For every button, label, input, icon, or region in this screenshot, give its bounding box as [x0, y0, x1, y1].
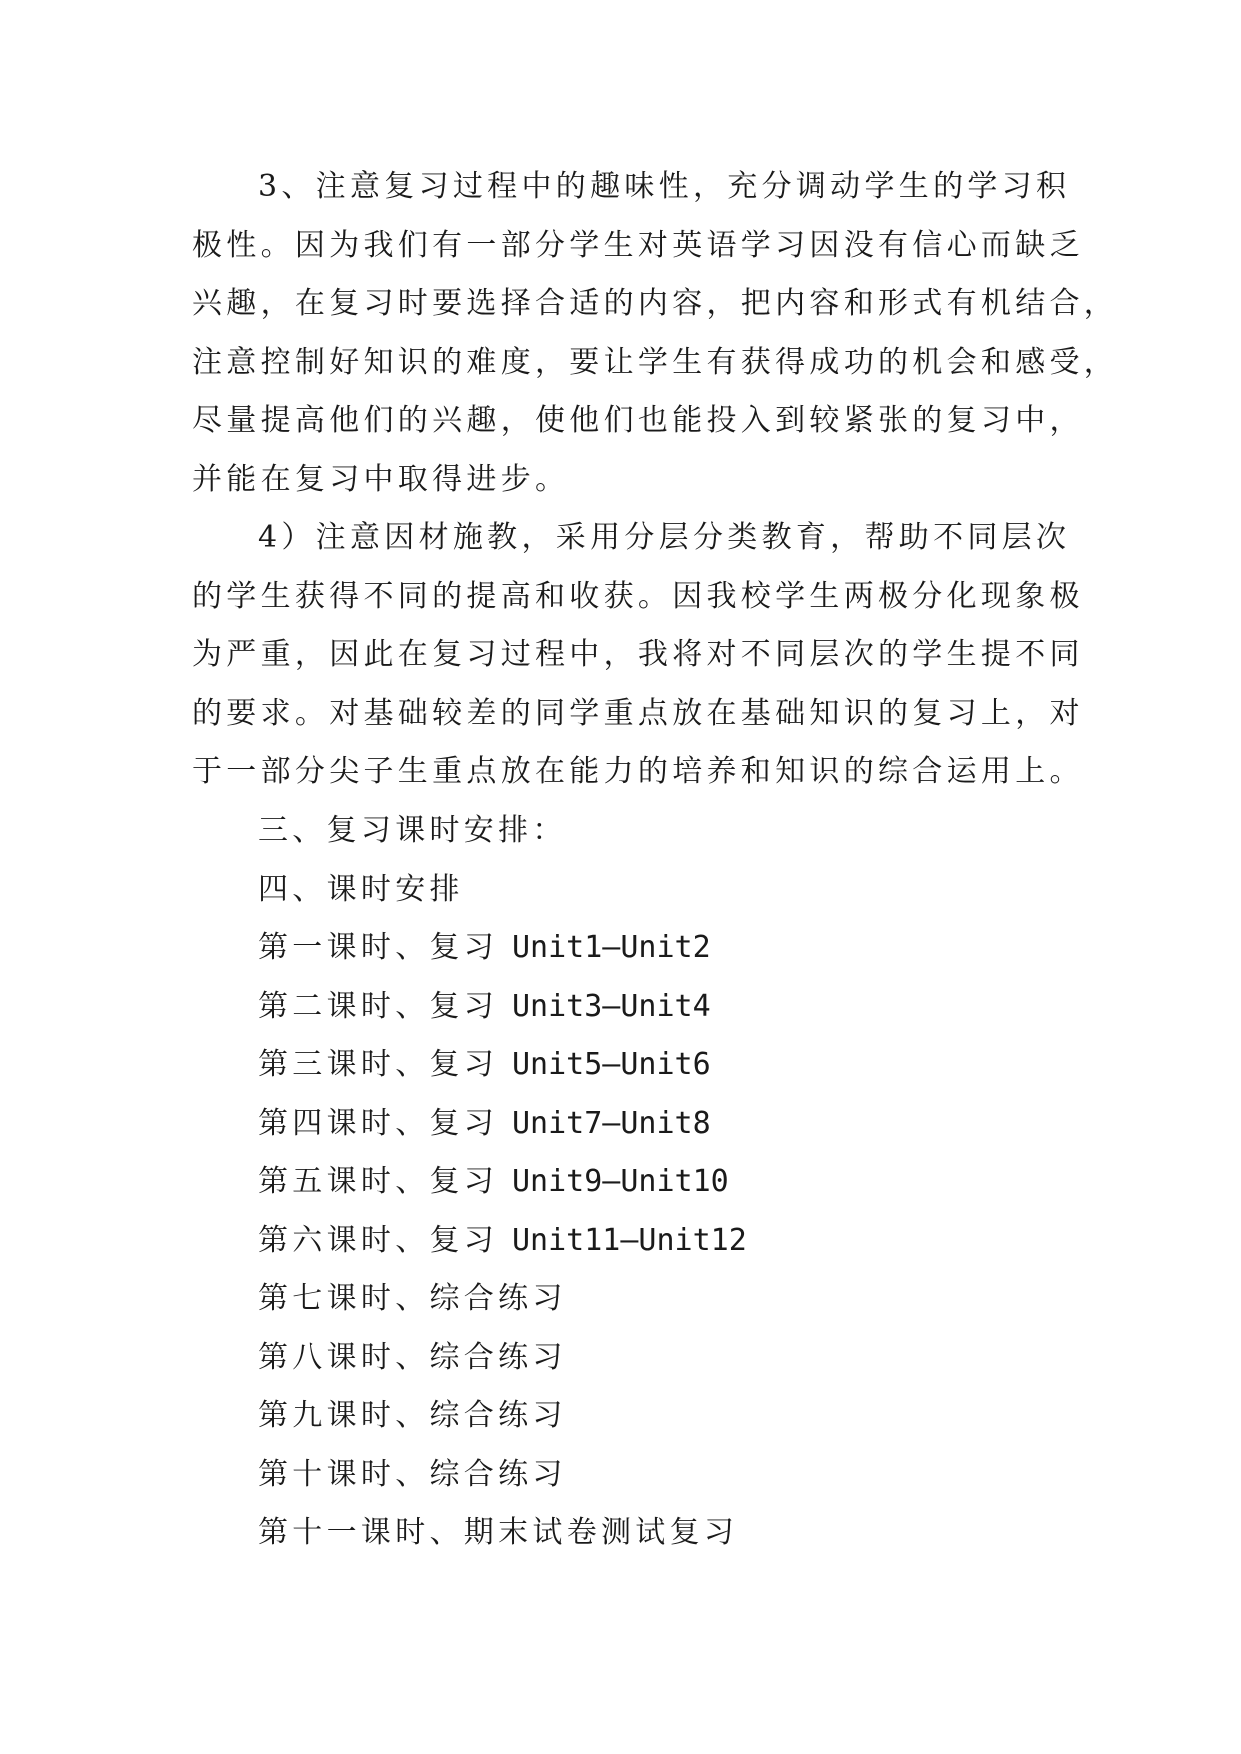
schedule-section: [192, 802, 1052, 1563]
paragraph-line: 兴趣，在复习时要选择合适的内容，把内容和形式有机结合，: [192, 286, 1119, 321]
schedule-item: [192, 1329, 1052, 1388]
schedule-item: [192, 978, 1052, 1037]
lesson-label: 第十课时、综合练习: [258, 1456, 567, 1492]
lesson-label: 第二课时、复习: [258, 988, 499, 1024]
lesson-content: Unit3—Unit4: [511, 988, 711, 1024]
paragraph-line: 4）注意因材施教，采用分层分类教育，帮助不同层次: [258, 520, 1071, 555]
schedule-item: [192, 1387, 1052, 1446]
lesson-content: Unit9—Unit10: [511, 1164, 729, 1199]
paragraph-line: 的学生获得不同的提高和收获。因我校学生两极分化现象极: [192, 578, 1084, 614]
section-heading-review-schedule: 三、复习课时安排：: [258, 813, 567, 848]
schedule-item: [192, 1446, 1052, 1505]
schedule-item: [192, 1095, 1052, 1154]
paragraph-line: 注意控制好知识的难度，要让学生有获得成功的机会和感受，: [192, 344, 1119, 380]
paragraph-line: 3、注意复习过程中的趣味性，充分调动学生的学习积: [258, 169, 1071, 204]
paragraph-line: 为严重，因此在复习过程中，我将对不同层次的学生提不同: [192, 637, 1084, 672]
lesson-content: Unit11—Unit12: [511, 1222, 747, 1258]
lesson-label: 第七课时、综合练习: [258, 1281, 567, 1316]
section-heading-lesson-schedule: 四、课时安排: [258, 871, 464, 907]
lesson-label: 第一课时、复习: [258, 930, 499, 965]
lesson-content: Unit7—Unit8: [511, 1105, 711, 1141]
schedule-item: [192, 1504, 1052, 1563]
schedule-item: [192, 1212, 1052, 1271]
lesson-content: Unit1—Unit2: [511, 930, 711, 965]
schedule-item: [192, 1153, 1052, 1212]
lesson-content: Unit5—Unit6: [511, 1047, 711, 1082]
lesson-label: 第六课时、复习: [258, 1222, 499, 1258]
schedule-item: [192, 919, 1052, 978]
paragraph-line: 的要求。对基础较差的同学重点放在基础知识的复习上，对: [192, 695, 1084, 731]
paragraph-4: [192, 509, 1084, 802]
schedule-item: [192, 1270, 1052, 1329]
lesson-label: 第五课时、复习: [258, 1164, 499, 1199]
lesson-label: 第三课时、复习: [258, 1047, 499, 1082]
lesson-label: 第九课时、综合练习: [258, 1398, 567, 1433]
paragraph-line: 极性。因为我们有一部分学生对英语学习因没有信心而缺乏: [192, 227, 1084, 263]
paragraph-3: [192, 158, 1119, 509]
paragraph-line: 尽量提高他们的兴趣，使他们也能投入到较紧张的复习中，: [192, 403, 1084, 438]
lesson-label: 第十一课时、期末试卷测试复习: [258, 1515, 739, 1550]
paragraph-line: 并能在复习中取得进步。: [192, 461, 570, 497]
schedule-item: [192, 1036, 1052, 1095]
lesson-label: 第八课时、综合练习: [258, 1339, 567, 1375]
paragraph-line: 于一部分尖子生重点放在能力的培养和知识的综合运用上。: [192, 754, 1084, 789]
lesson-label: 第四课时、复习: [258, 1105, 499, 1141]
